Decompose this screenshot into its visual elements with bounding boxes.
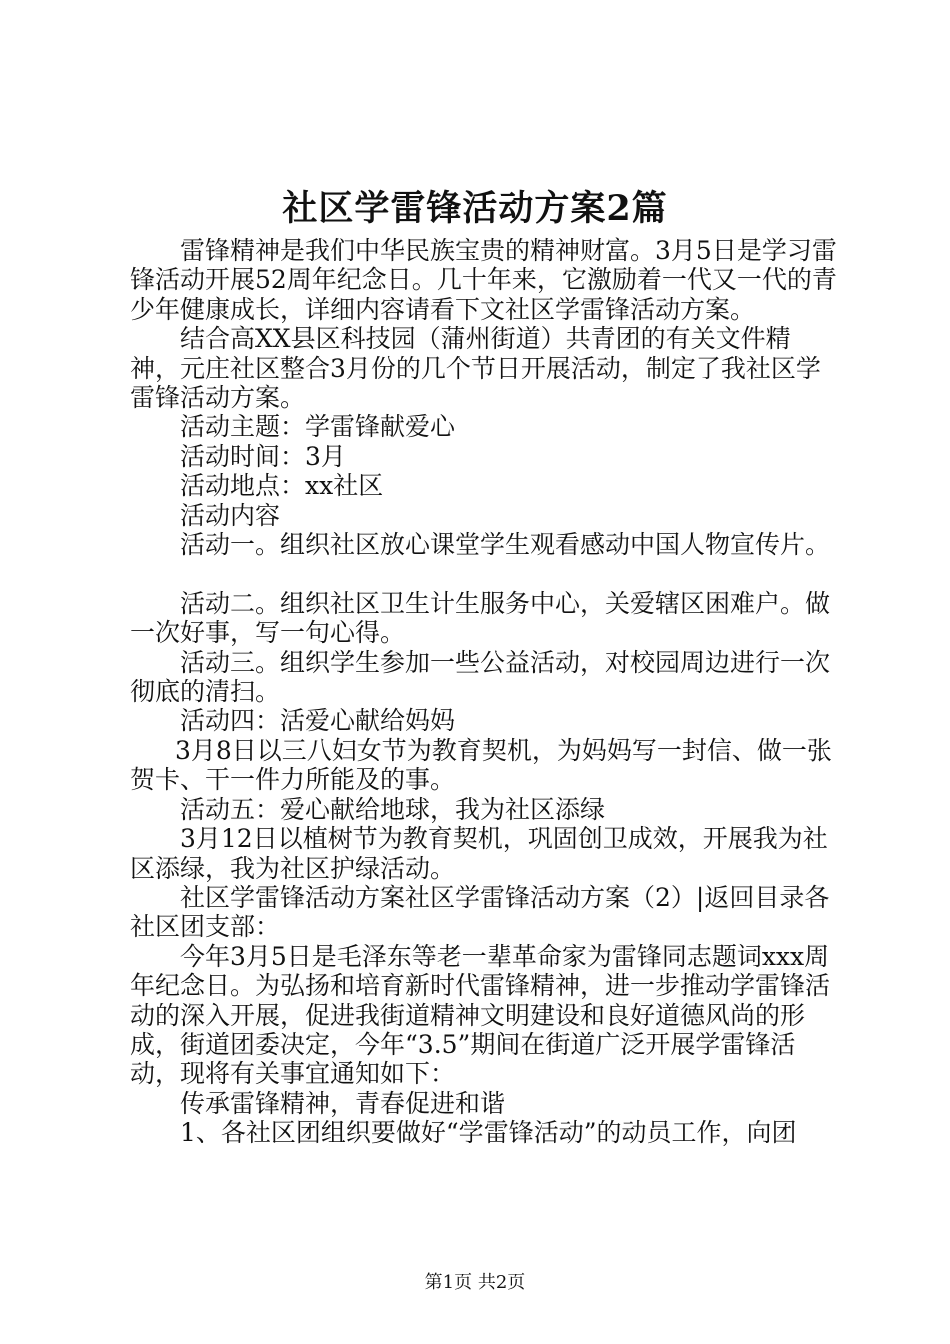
paragraph-blank [130,559,840,588]
paragraph-activity-4-detail: 3月8日以三八妇女节为教育契机，为妈妈写一封信、做一张贺卡、干一件力所能及的事。 [130,735,832,795]
paragraph-activity-3: 活动三。组织学生参加一些公益活动，对校园周边进行一次彻底的清扫。 [130,647,831,707]
paragraph-notice: 今年3月5日是毛泽东等老一辈革命家为雷锋同志题词xxx周年纪念日。为弘扬和培育新时代雷锋精神，进一步推动学雷锋活动的深入开展，促进我街道精神文明建设和良好道德风尚的形成，街道团委决定，今年“3.5”期间在街道广泛开展学雷锋活动，现将有关事宜通知如下： [130,941,831,1089]
paragraph-time: 活动时间：3月 [180,441,346,471]
paragraph-location: 活动地点：xx社区 [180,471,384,501]
paragraph-background: 结合高XX县区科技园（蒲州街道）共青团的有关文件精神，元庄社区整合3月份的几个节日开展活动，制定了我社区学雷锋活动方案。 [130,324,821,413]
paragraph-intro: 雷锋精神是我们中华民族宝贵的精神财富。3月5日是学习雷锋活动开展52周年纪念日。几十年来，它激励着一代又一代的青少年健康成长，详细内容请看下文社区学雷锋活动方案。 [130,236,837,324]
paragraph-activity-4: 活动四：活爱心献给妈妈 [180,706,456,736]
paragraph-slogan: 传承雷锋精神，青春促进和谐 [180,1088,506,1118]
paragraph-second-plan-header: 社区学雷锋活动方案社区学雷锋活动方案（2）|返回目录各社区团支部： [130,882,830,942]
page-footer: 第1页 共2页 [424,1272,526,1293]
document-body [130,236,840,1148]
paragraph-activity-5-detail: 3月12日以植树节为教育契机，巩固创卫成效，开展我为社区添绿，我为社区护绿活动。 [130,824,828,883]
document-title: 社区学雷锋活动方案2篇 [282,188,668,229]
paragraph-theme: 活动主题：学雷锋献爱心 [180,412,456,442]
paragraph-item-1: 1、各社区团组织要做好“学雷锋活动”的动员工作，向团 [180,1118,797,1148]
paragraph-activity-5: 活动五：爱心献给地球，我为社区添绿 [180,794,606,824]
paragraph-content-heading: 活动内容 [180,500,281,530]
paragraph-activity-2: 活动二。组织社区卫生计生服务中心，关爱辖区困难户。做一次好事，写一句心得。 [130,588,831,648]
paragraph-activity-1: 活动一。组织社区放心课堂学生观看感动中国人物宣传片。 [180,530,831,560]
